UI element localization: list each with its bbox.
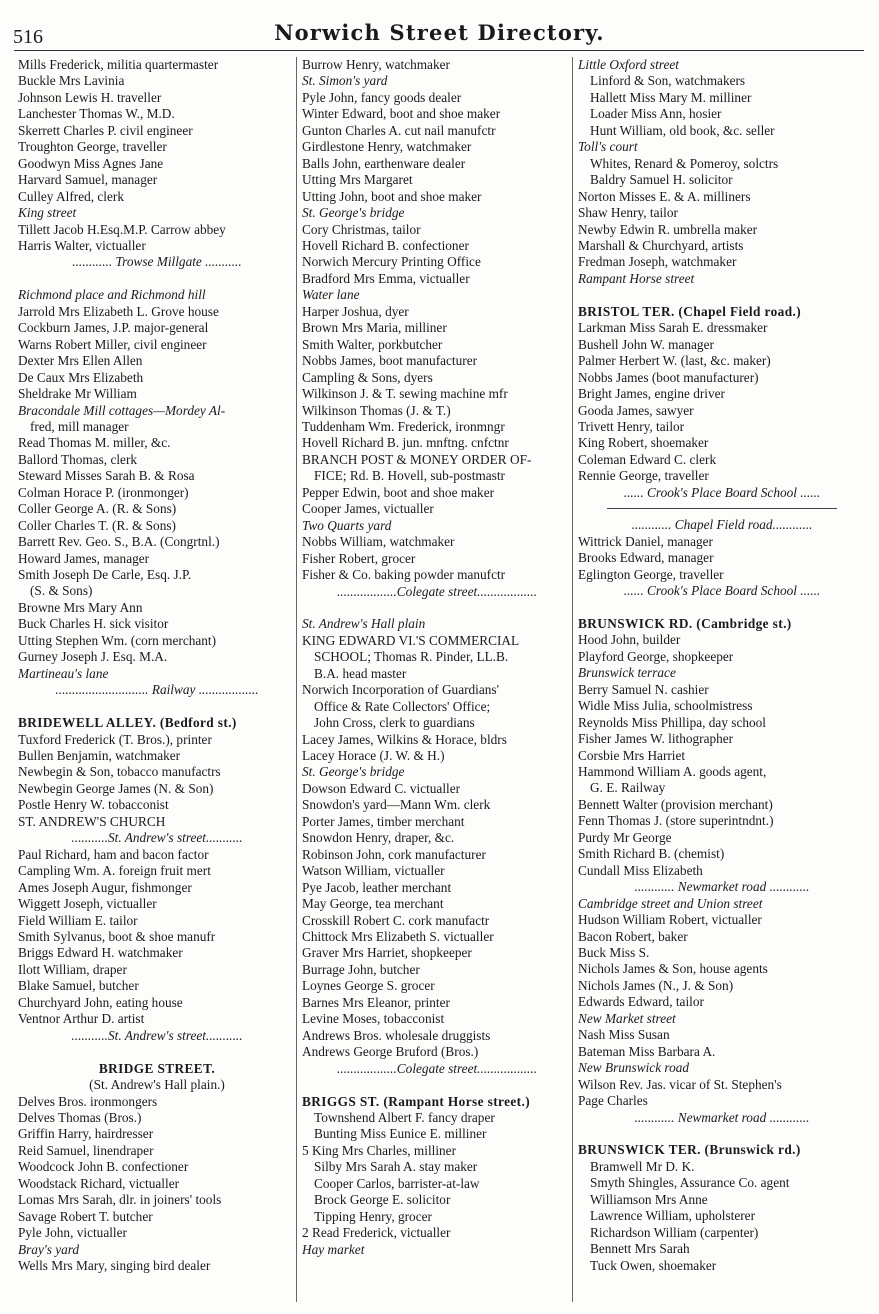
directory-entry: Coleman Edward C. clerk xyxy=(578,451,717,467)
directory-entry: Campling & Sons, dyers xyxy=(302,369,433,385)
directory-entry: Buck Miss S. xyxy=(578,944,650,960)
directory-entry: Gooda James, sawyer xyxy=(578,402,694,418)
cross-street-separator: ..................Colegate street.................. xyxy=(336,583,538,599)
directory-entry: Gunton Charles A. cut nail manufctr xyxy=(302,122,496,138)
directory-entry: Fredman Joseph, watchmaker xyxy=(578,254,737,270)
directory-entry: Berry Samuel N. cashier xyxy=(578,681,709,697)
directory-entry: Norwich Mercury Printing Office xyxy=(302,254,481,270)
directory-entry: Dowson Edward C. victualler xyxy=(302,780,461,796)
directory-entry: Barrett Rev. Geo. S., B.A. (Congrtnl.) xyxy=(18,534,220,550)
directory-entry: Andrews Bros. wholesale druggists xyxy=(302,1027,491,1043)
spacer xyxy=(578,1126,866,1142)
directory-entry: Andrews George Bruford (Bros.) xyxy=(302,1044,479,1060)
locality-label: Two Quarts yard xyxy=(302,517,392,533)
directory-entry: Watson William, victualler xyxy=(302,863,445,879)
directory-entry: Winter Edward, boot and shoe maker xyxy=(302,106,501,122)
spacer xyxy=(578,599,866,615)
directory-entry: Cory Christmas, tailor xyxy=(302,221,421,237)
locality-label: Bray's yard xyxy=(18,1241,80,1257)
cross-street-separator: ............................ Railway .................. xyxy=(55,682,259,698)
directory-entry: Skerrett Charles P. civil engineer xyxy=(18,122,193,138)
directory-entry: Dexter Mrs Ellen Allen xyxy=(18,353,143,369)
directory-entry: Bennett Walter (provision merchant) xyxy=(578,796,773,812)
directory-entry: Harper Joshua, dyer xyxy=(302,303,409,319)
directory-entry: Nobbs James, boot manufacturer xyxy=(302,353,478,369)
directory-entry: Briggs Edward H. watchmaker xyxy=(18,945,183,961)
directory-entry: Warns Robert Miller, civil engineer xyxy=(18,336,207,352)
directory-entry: King Robert, shoemaker xyxy=(578,435,709,451)
directory-entry: Johnson Lewis H. traveller xyxy=(18,89,162,105)
directory-entry: Howard James, manager xyxy=(18,550,150,566)
street-heading: BRUNSWICK TER. (Brunswick rd.) xyxy=(578,1142,801,1158)
directory-entry: Graver Mrs Harriet, shopkeeper xyxy=(302,945,472,961)
directory-entry: Hallett Miss Mary M. milliner xyxy=(590,89,752,105)
locality-label: Little Oxford street xyxy=(578,57,679,72)
directory-entry: Delves Thomas (Bros.) xyxy=(18,1109,142,1125)
directory-entry: Bunting Miss Eunice E. milliner xyxy=(314,1126,487,1142)
locality-label: St. Simon's yard xyxy=(302,73,388,89)
directory-entry: Levine Moses, tobacconist xyxy=(302,1011,445,1027)
locality-label: Cambridge street and Union street xyxy=(578,895,763,911)
directory-entry: Townshend Albert F. fancy draper xyxy=(314,1109,495,1125)
street-heading: BRIDEWELL ALLEY. (Bedford st.) xyxy=(18,715,237,731)
directory-entry: Smith Walter, porkbutcher xyxy=(302,336,443,352)
directory-entry: Mills Frederick, militia quartermaster xyxy=(18,57,219,72)
directory-entry: Hood John, builder xyxy=(578,632,681,648)
cross-street-separator: ...... Crook's Place Board School ...... xyxy=(623,484,821,500)
directory-entry: Brock George E. solicitor xyxy=(314,1192,451,1208)
directory-entry: Wilson Rev. Jas. vicar of St. Stephen's xyxy=(578,1076,782,1092)
directory-entry: Nichols James (N., J. & Son) xyxy=(578,977,734,993)
directory-entry: fred, mill manager xyxy=(30,418,129,434)
directory-entry: Lacey Horace (J. W. & H.) xyxy=(302,748,445,764)
directory-entry: Larkman Miss Sarah E. dressmaker xyxy=(578,320,768,336)
directory-entry: Brooks Edward, manager xyxy=(578,550,714,566)
directory-entry: De Caux Mrs Elizabeth xyxy=(18,369,144,385)
directory-entry: Tuddenham Wm. Frederick, ironmngr xyxy=(302,418,505,434)
directory-entry: Wilkinson Thomas (J. & T.) xyxy=(302,402,451,418)
directory-entry: Newbegin & Son, tobacco manufactrs xyxy=(18,764,221,780)
locality-label: New Market street xyxy=(578,1010,676,1026)
directory-entry: Rennie George, traveller xyxy=(578,468,709,484)
directory-entry: Harvard Samuel, manager xyxy=(18,172,158,188)
directory-entry: Baldry Samuel H. solicitor xyxy=(590,172,733,188)
directory-entry: Smith Joseph De Carle, Esq. J.P. xyxy=(18,567,192,583)
directory-entry: Loynes George S. grocer xyxy=(302,978,435,994)
directory-entry: Robinson John, cork manufacturer xyxy=(302,846,486,862)
directory-column-2 xyxy=(302,57,572,1258)
directory-entry: KING EDWARD VI.'S COMMERCIAL xyxy=(302,632,520,648)
directory-entry: Wiggett Joseph, victualler xyxy=(18,896,157,912)
directory-entry: Hammond William A. goods agent, xyxy=(578,764,767,779)
directory-entry: Norwich Incorporation of Guardians' xyxy=(302,682,499,698)
directory-entry: B.A. head master xyxy=(314,665,407,681)
directory-entry: Hovell Richard B. jun. mnftng. cnfctnr xyxy=(302,435,509,451)
directory-entry: Coller Charles T. (R. & Sons) xyxy=(18,517,176,533)
street-heading: BRIDGE STREET. xyxy=(98,1060,216,1076)
directory-entry: Nichols James & Son, house agents xyxy=(578,961,768,977)
cross-street-separator: ............ Newmarket road ............ xyxy=(634,879,810,895)
directory-entry: Smith Sylvanus, boot & shoe manufr xyxy=(18,928,216,944)
locality-label: Toll's court xyxy=(578,139,638,155)
directory-entry: Postle Henry W. tobacconist xyxy=(18,797,169,813)
directory-entry: Tipping Henry, grocer xyxy=(314,1208,432,1224)
directory-entry: Woodcock John B. confectioner xyxy=(18,1159,189,1175)
directory-entry: ST. ANDREW'S CHURCH xyxy=(18,813,166,829)
locality-label: Martineau's lane xyxy=(18,665,109,681)
locality-label: Rampant Horse street xyxy=(578,270,695,286)
directory-entry: Field William E. tailor xyxy=(18,912,138,928)
directory-column-3 xyxy=(578,57,866,1274)
directory-entry: Corsbie Mrs Harriet xyxy=(578,747,686,763)
directory-entry: Hunt William, old book, &c. seller xyxy=(590,122,775,138)
directory-entry: Fisher & Co. baking powder manufctr xyxy=(302,567,506,583)
directory-entry: Wells Mrs Mary, singing bird dealer xyxy=(18,1258,211,1274)
directory-entry: Fenn Thomas J. (store superintndnt.) xyxy=(578,813,774,829)
directory-entry: Wittrick Daniel, manager xyxy=(578,533,713,549)
directory-entry: Coller George A. (R. & Sons) xyxy=(18,501,177,517)
directory-entry: Widle Miss Julia, schoolmistress xyxy=(578,698,753,714)
directory-entry: Read Thomas M. miller, &c. xyxy=(18,435,171,451)
locality-label: Water lane xyxy=(302,287,360,303)
directory-entry: Page Charles xyxy=(578,1093,648,1109)
cross-street-separator: ..................Colegate street.................. xyxy=(336,1060,538,1076)
directory-entry: Shaw Henry, tailor xyxy=(578,205,678,221)
street-heading: BRISTOL TER. (Chapel Field road.) xyxy=(578,303,802,319)
header-rule xyxy=(14,50,864,51)
directory-entry: Reynolds Miss Phillipa, day school xyxy=(578,714,767,730)
directory-entry: Cooper Carlos, barrister-at-law xyxy=(314,1175,480,1191)
directory-entry: Ilott William, draper xyxy=(18,961,127,977)
page-header xyxy=(0,0,879,48)
directory-entry: Snowdon Henry, draper, &c. xyxy=(302,830,455,846)
directory-entry: Trivett Henry, tailor xyxy=(578,418,685,434)
directory-entry: Pepper Edwin, boot and shoe maker xyxy=(302,484,495,500)
directory-entry: Bradford Mrs Emma, victualler xyxy=(302,270,470,286)
directory-entry: Hovell Richard B. confectioner xyxy=(302,237,469,253)
directory-entry: Goodwyn Miss Agnes Jane xyxy=(18,155,164,171)
directory-entry: Purdy Mr George xyxy=(578,829,672,845)
cross-street-separator: ............ Trowse Millgate ........... xyxy=(72,254,242,270)
spacer xyxy=(18,699,296,715)
spacer xyxy=(578,287,866,303)
locality-label: St. George's bridge xyxy=(302,764,405,780)
directory-entry: Bright James, engine driver xyxy=(578,386,725,402)
directory-entry: Jarrold Mrs Elizabeth L. Grove house xyxy=(18,303,219,319)
directory-entry: Colman Horace P. (ironmonger) xyxy=(18,484,189,500)
directory-entry: 5 King Mrs Charles, milliner xyxy=(302,1142,457,1158)
column-divider xyxy=(296,57,297,1302)
spacer xyxy=(18,271,296,287)
directory-entry: Pyle John, fancy goods dealer xyxy=(302,89,462,105)
directory-entry: FICE; Rd. B. Hovell, sub-postmastr xyxy=(314,468,505,484)
directory-entry: Tillett Jacob H.Esq.M.P. Carrow abbey xyxy=(18,221,226,237)
directory-entry: Troughton George, traveller xyxy=(18,139,167,155)
directory-entry: May George, tea merchant xyxy=(302,896,444,912)
directory-entry: Tuxford Frederick (T. Bros.), printer xyxy=(18,731,212,747)
directory-entry: Bateman Miss Barbara A. xyxy=(578,1043,716,1059)
directory-entry: Norton Misses E. & A. milliners xyxy=(578,188,751,204)
directory-entry: John Cross, clerk to guardians xyxy=(314,715,475,731)
cross-street-separator: ............ Newmarket road ............ xyxy=(634,1109,810,1125)
locality-label: Richmond place and Richmond hill xyxy=(18,287,206,303)
street-heading: BRIGGS ST. (Rampant Horse street.) xyxy=(302,1093,531,1109)
directory-entry: (S. & Sons) xyxy=(30,583,93,599)
page-number: 516 xyxy=(13,26,43,48)
cross-street-separator: ...........St. Andrew's street........... xyxy=(71,830,243,846)
section-rule xyxy=(607,508,837,509)
directory-entry: Nobbs William, watchmaker xyxy=(302,534,455,550)
locality-label: St. George's bridge xyxy=(302,205,405,221)
directory-entry: Pye Jacob, leather merchant xyxy=(302,879,452,895)
directory-entry: Chittock Mrs Elizabeth S. victualler xyxy=(302,929,494,944)
directory-entry: Gurney Joseph J. Esq. M.A. xyxy=(18,649,168,665)
directory-entry: Cooper James, victualler xyxy=(302,501,434,517)
directory-entry: Delves Bros. ironmongers xyxy=(18,1093,158,1109)
directory-entry: Pyle John, victualler xyxy=(18,1225,127,1241)
directory-entry: Ballord Thomas, clerk xyxy=(18,451,138,467)
directory-column-1 xyxy=(18,57,296,1274)
directory-entry: Woodstack Richard, victualler xyxy=(18,1175,180,1191)
directory-entry: Utting Mrs Margaret xyxy=(302,172,413,188)
locality-label: Hay market xyxy=(302,1241,365,1257)
directory-entry: Paul Richard, ham and bacon factor xyxy=(18,846,209,862)
directory-entry: SCHOOL; Thomas R. Pinder, LL.B. xyxy=(314,649,509,665)
directory-entry: Utting John, boot and shoe maker xyxy=(302,188,482,204)
directory-entry: Ventnor Arthur D. artist xyxy=(18,1011,145,1027)
directory-entry: Richardson William (carpenter) xyxy=(590,1224,759,1240)
directory-entry: Fisher James W. lithographer xyxy=(578,731,734,747)
directory-entry: Snowdon's yard—Mann Wm. clerk xyxy=(302,797,491,813)
directory-entry: Ames Joseph Augur, fishmonger xyxy=(18,879,192,895)
directory-entry: Fisher Robert, grocer xyxy=(302,550,416,566)
directory-entry: Burrage John, butcher xyxy=(302,961,420,977)
directory-entry: Whites, Renard & Pomeroy, solctrs xyxy=(590,155,779,171)
directory-entry: Bramwell Mr D. K. xyxy=(590,1158,695,1174)
directory-entry: Office & Rate Collectors' Office; xyxy=(314,698,491,714)
directory-entry: Campling Wm. A. foreign fruit mert xyxy=(18,863,211,879)
directory-entry: Girdlestone Henry, watchmaker xyxy=(302,139,472,155)
directory-entry: Nash Miss Susan xyxy=(578,1027,670,1043)
locality-label: Brunswick terrace xyxy=(578,665,676,681)
street-heading: BRUNSWICK RD. (Cambridge st.) xyxy=(578,615,792,631)
directory-entry: Marshall & Churchyard, artists xyxy=(578,237,744,253)
directory-entry: Brown Mrs Maria, milliner xyxy=(302,320,447,336)
directory-entry: Playford George, shopkeeper xyxy=(578,648,734,664)
directory-entry: Silby Mrs Sarah A. stay maker xyxy=(314,1159,478,1175)
locality-label: St. Andrew's Hall plain xyxy=(302,616,426,632)
spacer xyxy=(302,1077,572,1093)
directory-entry: Wilkinson J. & T. sewing machine mfr xyxy=(302,386,508,402)
directory-entry: Culley Alfred, clerk xyxy=(18,188,124,204)
directory-entry: Browne Mrs Mary Ann xyxy=(18,599,143,615)
directory-entry: Tuck Owen, shoemaker xyxy=(590,1257,717,1273)
directory-entry: Bacon Robert, baker xyxy=(578,928,688,944)
directory-entry: Sheldrake Mr William xyxy=(18,386,137,402)
directory-entry: Buckle Mrs Lavinia xyxy=(18,73,125,89)
directory-entry: Buck Charles H. sick visitor xyxy=(18,616,169,632)
column-divider xyxy=(572,57,573,1302)
directory-entry: Cundall Miss Elizabeth xyxy=(578,862,703,878)
cross-street-separator: ............ Chapel Field road............ xyxy=(631,517,813,533)
page-title: Norwich Street Directory. xyxy=(274,20,605,45)
directory-entry: Bennett Mrs Sarah xyxy=(590,1241,690,1257)
directory-entry: Edwards Edward, tailor xyxy=(578,994,704,1010)
directory-entry: Barnes Mrs Eleanor, printer xyxy=(302,994,450,1010)
directory-entry: Bullen Benjamin, watchmaker xyxy=(18,748,181,763)
directory-entry: Cockburn James, J.P. major-general xyxy=(18,320,209,336)
directory-entry: Newbegin George James (N. & Son) xyxy=(18,780,214,796)
locality-label: Bracondale Mill cottages—Mordey Al- xyxy=(18,402,226,418)
directory-entry: G. E. Railway xyxy=(590,780,666,796)
directory-entry: 2 Read Frederick, victualler xyxy=(302,1225,451,1241)
directory-entry: Smyth Shingles, Assurance Co. agent xyxy=(590,1175,790,1191)
directory-entry: Burrow Henry, watchmaker xyxy=(302,57,450,72)
directory-entry: (St. Andrew's Hall plain.) xyxy=(89,1077,225,1093)
directory-entry: Hudson William Robert, victualler xyxy=(578,912,762,928)
locality-label: King street xyxy=(18,205,77,221)
directory-entry: Churchyard John, eating house xyxy=(18,994,183,1010)
directory-entry: Utting Stephen Wm. (corn merchant) xyxy=(18,632,217,648)
directory-entry: Lomas Mrs Sarah, dlr. in joiners' tools xyxy=(18,1192,222,1208)
directory-entry: Savage Robert T. butcher xyxy=(18,1208,153,1224)
directory-entry: Harris Walter, victualler xyxy=(18,237,146,253)
directory-entry: Balls John, earthenware dealer xyxy=(302,155,466,171)
directory-entry: Lacey James, Wilkins & Horace, bldrs xyxy=(302,731,507,747)
directory-entry: BRANCH POST & MONEY ORDER OF- xyxy=(302,451,532,467)
spacer xyxy=(302,600,572,616)
directory-entry: Newby Edwin R. umbrella maker xyxy=(578,221,758,237)
directory-entry: Griffin Harry, hairdresser xyxy=(18,1126,154,1142)
directory-entry: Bushell John W. manager xyxy=(578,336,714,352)
directory-entry: Steward Misses Sarah B. & Rosa xyxy=(18,468,195,484)
directory-entry: Reid Samuel, linendraper xyxy=(18,1142,154,1158)
directory-entry: Lanchester Thomas W., M.D. xyxy=(18,106,175,122)
directory-entry: Lawrence William, upholsterer xyxy=(590,1208,755,1224)
directory-entry: Linford & Son, watchmakers xyxy=(590,73,746,89)
directory-entry: Blake Samuel, butcher xyxy=(18,978,139,994)
spacer xyxy=(18,1044,296,1060)
directory-entry: Smith Richard B. (chemist) xyxy=(578,846,725,862)
cross-street-separator: ...........St. Andrew's street........... xyxy=(71,1027,243,1043)
directory-entry: Nobbs James (boot manufacturer) xyxy=(578,369,759,385)
directory-entry: Loader Miss Ann, hosier xyxy=(590,106,722,122)
directory-entry: Williamson Mrs Anne xyxy=(590,1191,708,1207)
locality-label: New Brunswick road xyxy=(578,1060,690,1076)
cross-street-separator: ...... Crook's Place Board School ...... xyxy=(623,583,821,599)
directory-entry: Porter James, timber merchant xyxy=(302,813,465,829)
directory-entry: Crosskill Robert C. cork manufactr xyxy=(302,912,490,928)
directory-entry: Palmer Herbert W. (last, &c. maker) xyxy=(578,353,771,369)
directory-entry: Eglington George, traveller xyxy=(578,566,724,582)
